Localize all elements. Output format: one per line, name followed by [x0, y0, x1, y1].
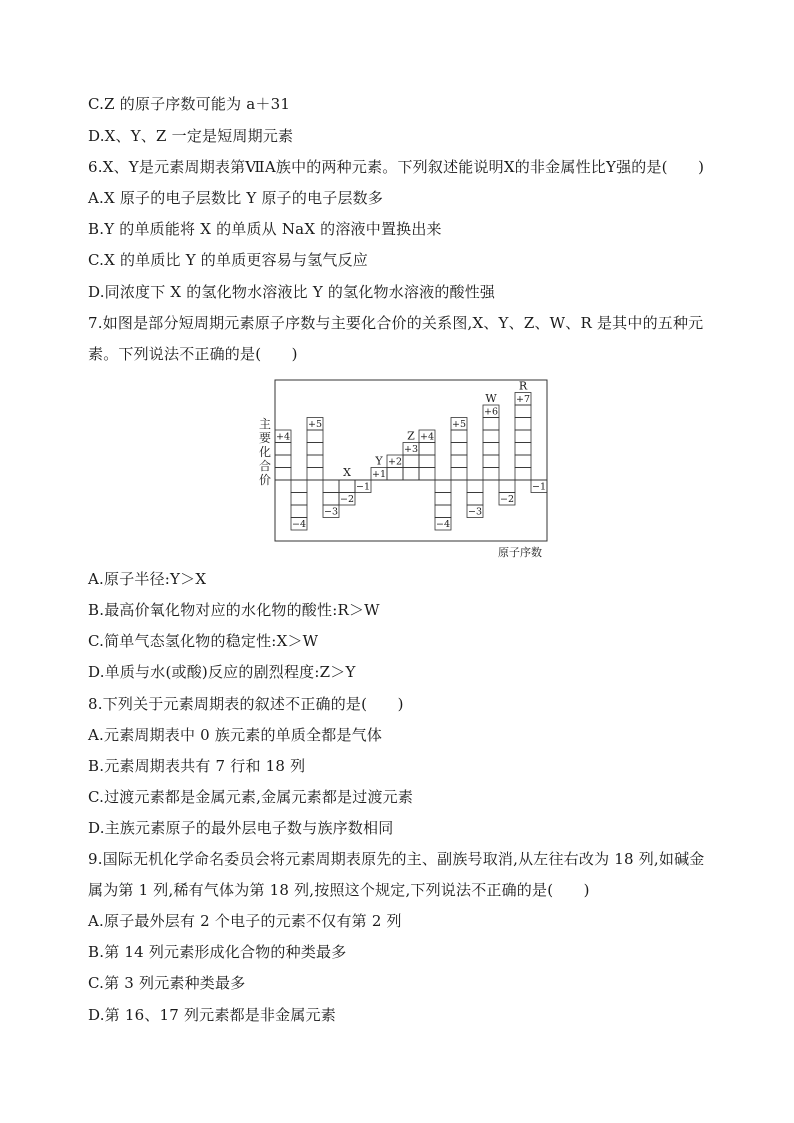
ylabel-char-3: 化: [258, 445, 272, 459]
ylabel-char-2: 要: [258, 431, 272, 445]
valence-cell: [435, 505, 451, 518]
valence-label: +4: [275, 431, 291, 443]
valence-cell: [307, 468, 323, 481]
valence-label: −3: [323, 506, 339, 518]
question-8-option-c: C.过渡元素都是金属元素,金属元素都是过渡元素: [88, 788, 414, 806]
valence-cell: [451, 443, 467, 456]
valence-cell: [323, 480, 339, 493]
valence-cell: [275, 455, 291, 468]
question-6-option-b: B.Y 的单质能将 X 的单质从 NaX 的溶液中置换出来: [88, 220, 442, 238]
valence-label: −2: [499, 494, 515, 505]
valence-cell: [515, 405, 531, 418]
valence-cell: [515, 418, 531, 431]
question-7-option-b: B.最高价氧化物对应的水化物的酸性:R＞W: [88, 601, 380, 619]
valence-cell: [403, 468, 419, 481]
valence-label: +6: [483, 406, 499, 418]
valence-cell: [307, 443, 323, 456]
valence-cell: [419, 443, 435, 456]
valence-cell: [387, 468, 403, 481]
question-9-stem-1: 9.国际无机化学命名委员会将元素周期表原先的主、副族号取消,从左往右改为 18 列,如碱金: [88, 850, 705, 868]
valence-label: −4: [435, 519, 451, 530]
valence-cell: [307, 455, 323, 468]
valence-cell: [451, 455, 467, 468]
valence-cell: [483, 443, 499, 456]
valence-label: +2: [387, 456, 403, 468]
valence-label: +7: [515, 394, 531, 405]
valence-cell: [291, 480, 307, 493]
valence-label: −4: [291, 519, 307, 530]
valence-cell: [483, 468, 499, 481]
valence-cell: [483, 418, 499, 431]
valence-cell: [403, 455, 419, 468]
valence-cell: [467, 480, 483, 493]
question-7-stem-1: 7.如图是部分短周期元素原子序数与主要化合价的关系图,X、Y、Z、W、R 是其中的五种元: [88, 314, 704, 332]
valence-cell: [467, 493, 483, 506]
valence-label: −1: [355, 481, 371, 493]
valence-label: +3: [403, 444, 419, 455]
element-label-X: X: [343, 466, 351, 479]
element-label-Y: Y: [375, 454, 383, 468]
valence-cell: [291, 493, 307, 506]
question-8-stem: 8.下列关于元素周期表的叙述不正确的是( ): [88, 695, 404, 713]
ylabel-char-5: 价: [258, 473, 272, 487]
valence-cell: [515, 443, 531, 456]
valence-cell: [435, 480, 451, 493]
valence-cell: [451, 430, 467, 443]
valence-cell: [339, 480, 355, 493]
valence-cell: [435, 493, 451, 506]
question-9-option-d: D.第 16、17 列元素都是非金属元素: [88, 1006, 336, 1024]
question-6-option-c: C.X 的单质比 Y 的单质更容易与氢气反应: [88, 251, 368, 269]
text-line-1: C.Z 的原子序数可能为 a＋31: [88, 95, 291, 113]
valence-cell: [323, 493, 339, 506]
question-6-stem: 6.X、Y是元素周期表第ⅦA族中的两种元素。下列叙述能说明X的非金属性比Y强的是( ): [88, 158, 705, 176]
valence-chart: [250, 376, 560, 566]
valence-label: +5: [307, 419, 323, 430]
valence-label: +4: [419, 431, 435, 443]
valence-label: −3: [467, 506, 483, 518]
question-7-option-a: A.原子半径:Y＞X: [88, 570, 207, 588]
question-8-option-b: B.元素周期表共有 7 行和 18 列: [88, 757, 306, 775]
valence-cell: [419, 468, 435, 481]
text-line-2: D.X、Y、Z 一定是短周期元素: [88, 127, 294, 145]
element-label-R: R: [518, 379, 528, 393]
valence-label: +1: [371, 469, 387, 480]
question-8-option-a: A.元素周期表中 0 族元素的单质全都是气体: [88, 726, 383, 744]
valence-cell: [515, 430, 531, 443]
ylabel-char-4: 合: [258, 459, 272, 473]
valence-label: −1: [531, 481, 547, 493]
x-axis-label: 原子序数: [498, 546, 542, 559]
valence-cell: [483, 430, 499, 443]
valence-cell: [499, 480, 515, 493]
element-label-W: W: [485, 392, 497, 405]
question-9-stem-2: 属为第 1 列,稀有气体为第 18 列,按照这个规定,下列说法不正确的是( ): [88, 881, 590, 899]
ylabel-char-1: 主: [258, 417, 272, 431]
valence-label: −2: [339, 494, 355, 505]
valence-cell: [291, 505, 307, 518]
question-6-option-a: A.X 原子的电子层数比 Y 原子的电子层数多: [88, 189, 384, 207]
question-9-option-b: B.第 14 列元素形成化合物的种类最多: [88, 943, 347, 961]
question-8-option-d: D.主族元素原子的最外层电子数与族序数相同: [88, 819, 394, 837]
question-7-option-c: C.简单气态氢化物的稳定性:X＞W: [88, 632, 319, 650]
valence-cell: [275, 443, 291, 456]
valence-cell: [483, 455, 499, 468]
question-7-option-d: D.单质与水(或酸)反应的剧烈程度:Z＞Y: [88, 663, 356, 681]
element-label-Z: Z: [407, 429, 415, 443]
question-9-option-a: A.原子最外层有 2 个电子的元素不仅有第 2 列: [88, 912, 402, 930]
valence-cell: [515, 468, 531, 481]
question-6-option-d: D.同浓度下 X 的氢化物水溶液比 Y 的氢化物水溶液的酸性强: [88, 283, 496, 301]
valence-cell: [419, 455, 435, 468]
valence-label: +5: [451, 419, 467, 430]
question-7-stem-2: 素。下列说法不正确的是( ): [88, 345, 298, 363]
chart-frame: [275, 380, 547, 541]
valence-cell: [515, 455, 531, 468]
question-9-option-c: C.第 3 列元素种类最多: [88, 974, 246, 992]
valence-cell: [307, 430, 323, 443]
valence-cell: [451, 468, 467, 481]
valence-cell: [275, 468, 291, 481]
